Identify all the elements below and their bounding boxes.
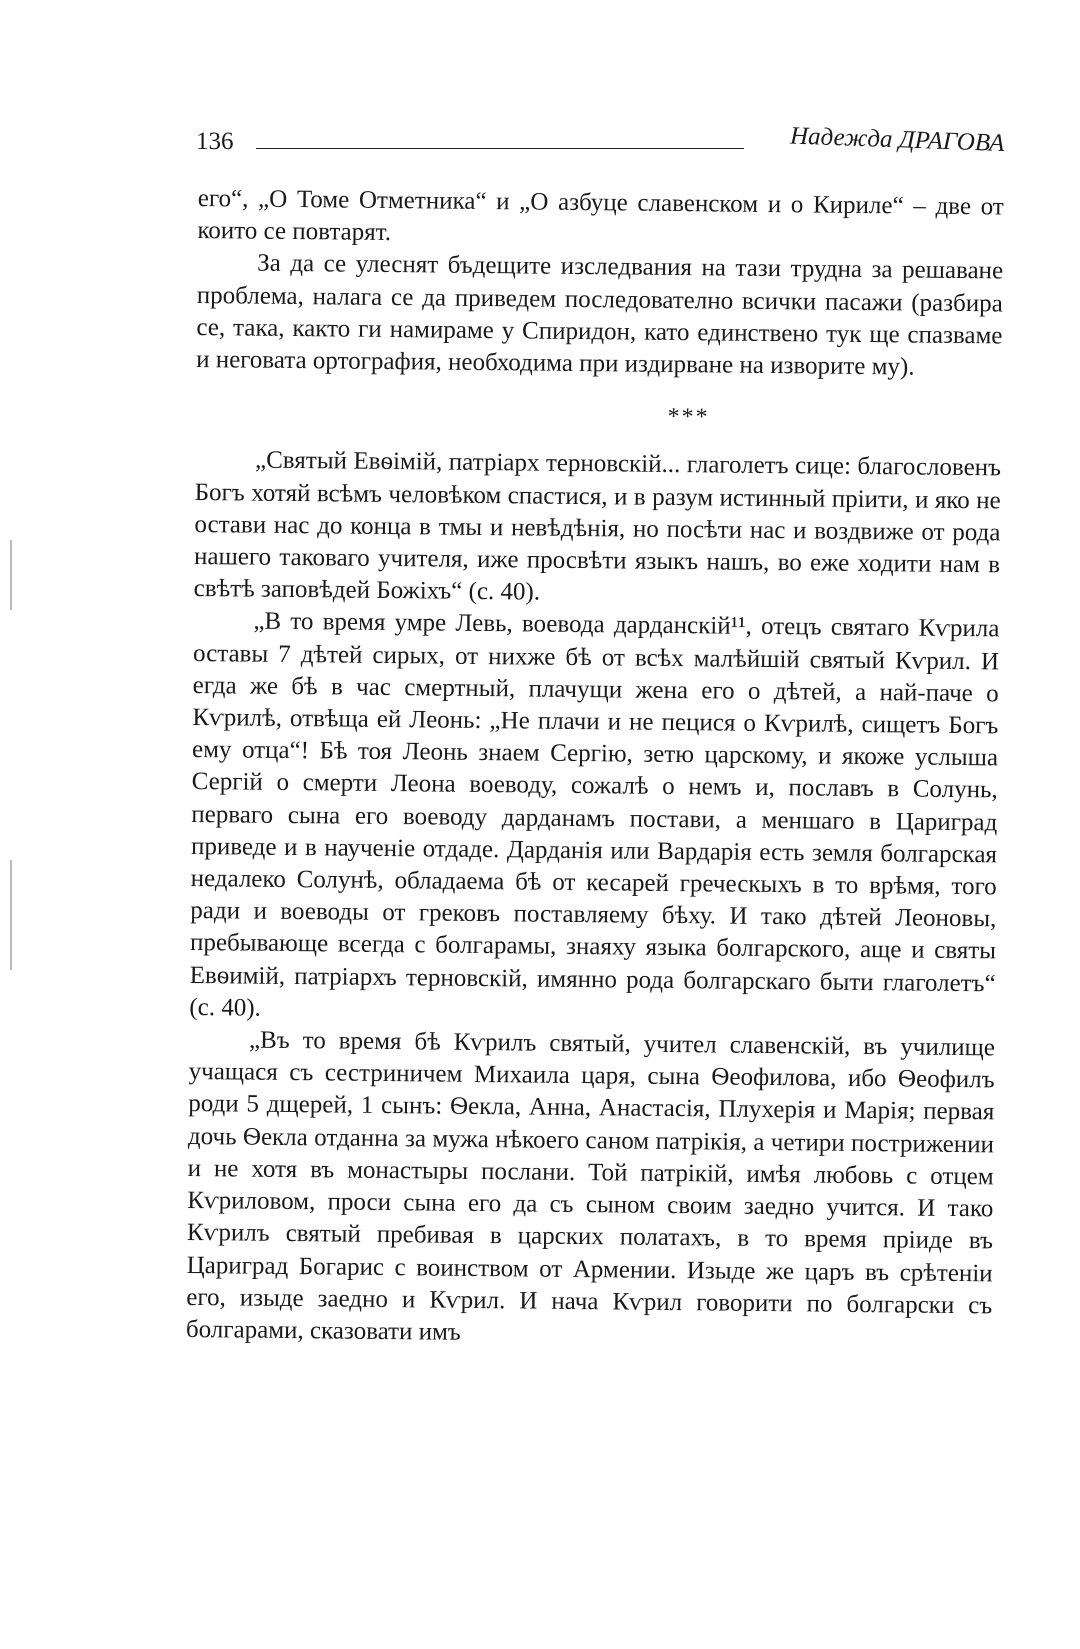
margin-scan-mark bbox=[10, 860, 12, 970]
page-header bbox=[196, 122, 1005, 168]
section-separator: *** bbox=[667, 404, 710, 431]
header-rule bbox=[256, 148, 744, 149]
page-number: 136 bbox=[196, 128, 234, 155]
paragraph: „В то время умре Левь, воевода дарданскій¹¹, отецъ святаго Кѵрила оставы 7 дѣтей сирых, от нихже бѣ от всѣх малѣйшій святый Кѵрил. И егда же бѣ в час смертный, плачущи жена его о дѣтей, а най-паче о Кѵрилѣ, отвѣща ей Леонь: „Не плачи и не пецися о Кѵрилѣ, сищетъ Богъ ему отца“! Бѣ тоя Леонь знаем Сергію, зетю царскому, и якоже услыша Сергій о смерти Леона воеводу, сожалѣ о немъ и, пославъ в Солунь, перваго сына его воеводу дарданамъ постави, а меншаго в Цариград приведе и в наученіе отдаде. Дарданія или Вардарія есть земля болгарская недалеко Солунѣ, обладаема бѣ от кесарей греческыхъ в то врѣмя, того ради и воеводы от грековъ поставляему бѣху. И тако дѣтей Леоновы, пребывающе всегда с болгарамы, знаяху языка болгарского, аще и святы Евѳимій, патріархъ терновскій, имянно рода болгарскаго быти глаголетъ“ (с. 40). bbox=[189, 608, 1000, 1022]
paragraph: его“, „О Томе Отметника“ и „О азбуце славенском и о Кириле“ – две от които се повтарят. bbox=[197, 184, 1004, 247]
running-head: Надежда ДРАГОВА bbox=[789, 122, 1005, 157]
margin-scan-mark bbox=[10, 540, 12, 610]
paragraph: „Святый Евѳімій, патріарх терновскій... глаголетъ сице: благословенъ Богъ хотяй всѣмъ человѣком спастися, и в разум истинный пріити, и яко не остави нас до конца в тмы и невѣдѣнія, но посѣти нас и воздвиже от рода нашего таковаго учителя, иже просвѣти языкъ нашъ, во еже ходити нам в свѣтѣ заповѣдей Божіхъ“ (с. 40). bbox=[193, 447, 1002, 606]
paragraph: „Въ то время бѣ Кѵрилъ святый, учител славенскій, въ училище учащася съ сестриничем Михаила царя, сына Ѳеофилова, ибо Ѳеофилъ роди 5 дщерей, 1 сынъ: Ѳекла, Анна, Анастасія, Плухерія и Марія; первая дочь Ѳекла отданна за мужа нѣкоего саном патрікія, а четири пострижении и не хотя въ монастыры послани. Той патрікій, имѣя любовь с отцем Кѵриловом, проси сына его да съ сыном своим заедно учится. И тако Кѵрилъ святый пребивая в царских полатахъ, в то время пріиде въ Цариград Богарис с воинством от Армении. Изыде же царъ въ срѣтеніи его, изыде заедно и Кѵрил. И нача Кѵрил говорити по болгарски съ болгарами, сказовати имъ bbox=[185, 1026, 996, 1346]
paragraph: За да се улеснят бъдещите изследвания на тази трудна за решаване проблема, налага се да приведем последователно всички пасажи (разбира се, така, както ги намираме у Спиридон, като единствено тук ще спазваме и неговата ортография, необходима при издирване на изворите му). bbox=[196, 250, 1004, 381]
body-text bbox=[186, 183, 1004, 1354]
